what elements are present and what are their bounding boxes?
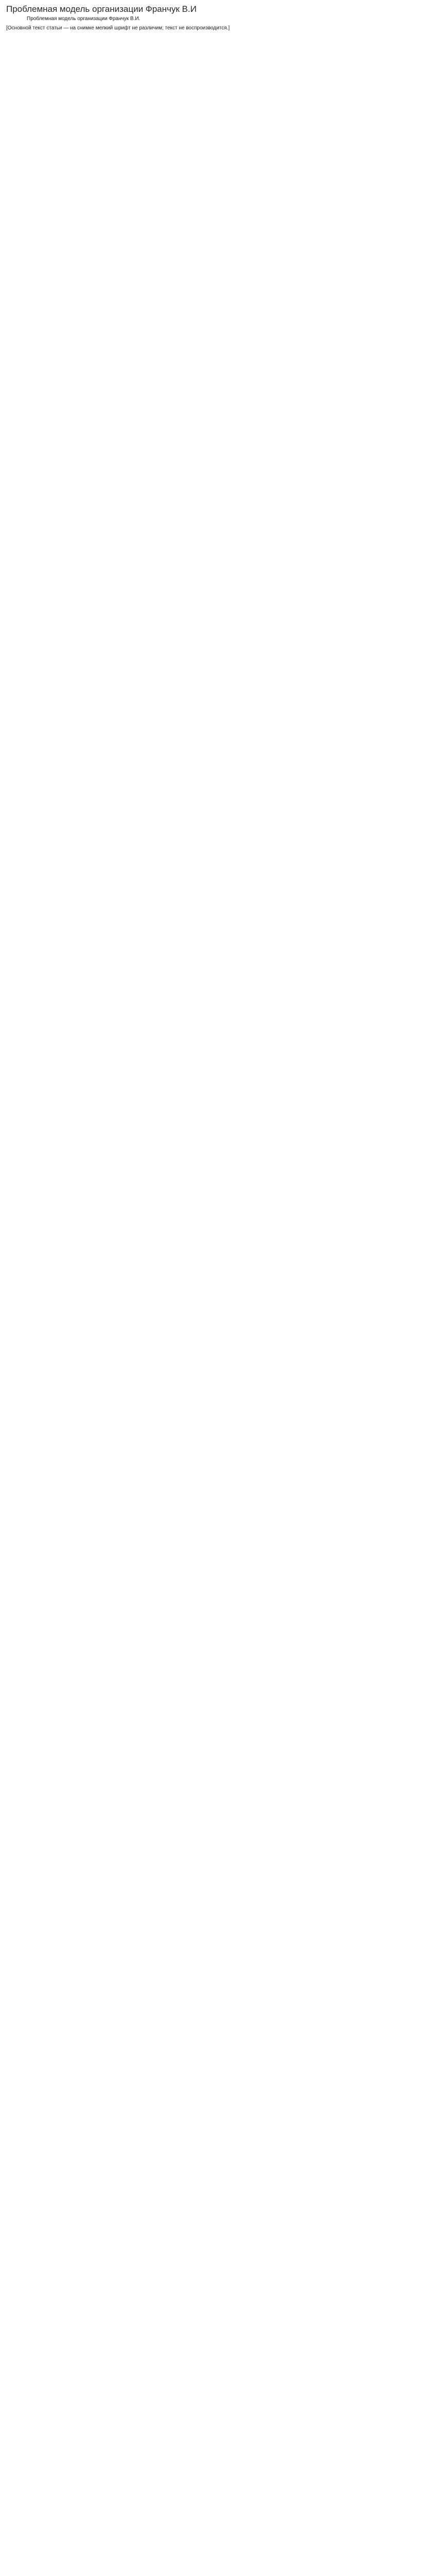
page-subtitle: Проблемная модель организации Франчук В.И. (27, 16, 141, 22)
page-title: Проблемная модель организации Франчук В.И (6, 4, 197, 14)
article-body: [Основной текст статьи — на снимке мелкий шрифт не различим; текст не воспроизводится.] (6, 25, 230, 31)
